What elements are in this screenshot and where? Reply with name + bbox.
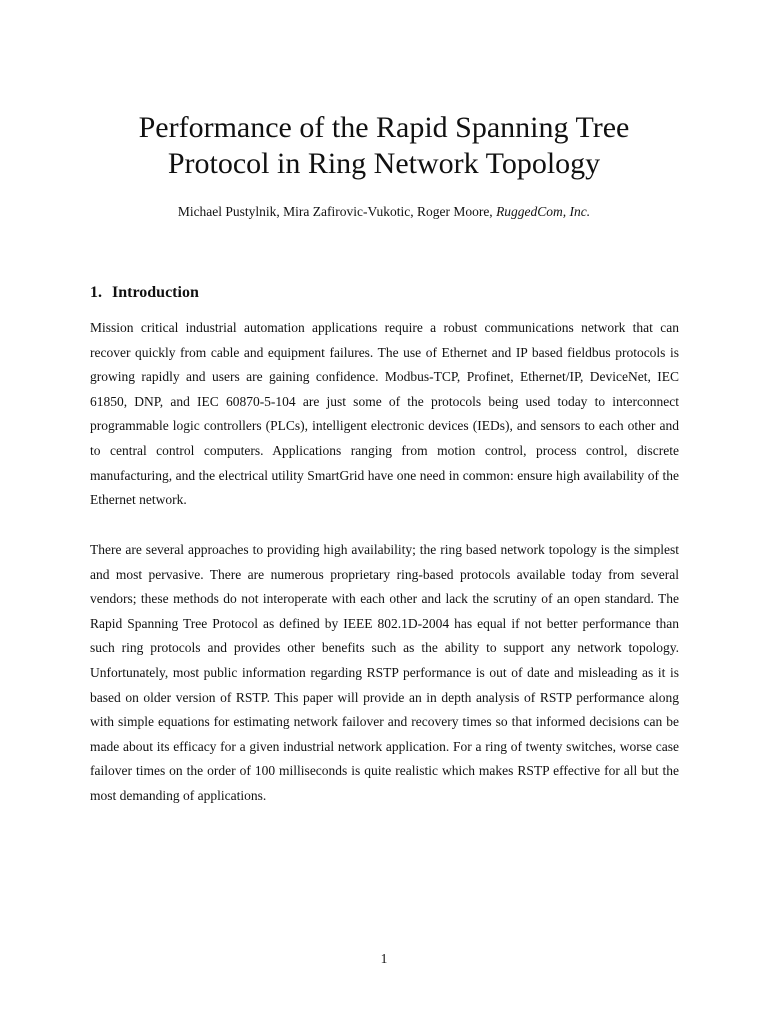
body-paragraph-2: There are several approaches to providing high availability; the ring based network topology is the simplest and most pervasive. There are numerous proprietary ring-based protocols available today from several vendors; these methods do not interoperate with each other and lack the scrutiny of an open standard. The Rapid Spanning Tree Protocol as defined by IEEE 802.1D-2004 has equal if not better performance than such ring protocols and provides other benefits such as the ability to support any network topology. Unfortunately, most public information regarding RSTP performance is out of date and misleading as it is based on older version of RSTP. This paper will provide an in depth analysis of RSTP performance along with simple equations for estimating network failover and recovery times so that informed decisions can be made about its efficacy for a given industrial network application. For a ring of twenty switches, worse case failover times on the order of 100 milliseconds is quite realistic which makes RSTP effective for all but the most demanding of applications.	[90, 542, 679, 803]
section-title: Introduction	[112, 284, 199, 301]
author-affiliation: RuggedCom, Inc.	[496, 204, 591, 219]
paper-title: Performance of the Rapid Spanning Tree Protocol in Ring Network Topology	[138, 111, 630, 180]
body-paragraph-1: Mission critical industrial automation applications require a robust communications network that can recover quickly from cable and equipment failures. The use of Ethernet and IP based fieldbus protocols is growing rapidly and users are gaining confidence. Modbus-TCP, Profinet, Ethernet/IP, DeviceNet, IEC 61850, DNP, and IEC 60870-5-104 are just some of the protocols being used today to interconnect programmable logic controllers (PLCs), intelligent electronic devices (IEDs), and sensors to each other and to central control computers. Applications ranging from motion control, process control, discrete manufacturing, and the electrical utility SmartGrid have one need in common: ensure high availability of the Ethernet network.	[90, 320, 679, 508]
section-heading-introduction	[90, 283, 199, 303]
section-number: 1.	[90, 284, 102, 301]
author-names: Michael Pustylnik, Mira Zafirovic-Vukotic, Roger Moore,	[177, 204, 493, 219]
page-number: 1	[380, 951, 388, 966]
author-line	[90, 203, 678, 221]
